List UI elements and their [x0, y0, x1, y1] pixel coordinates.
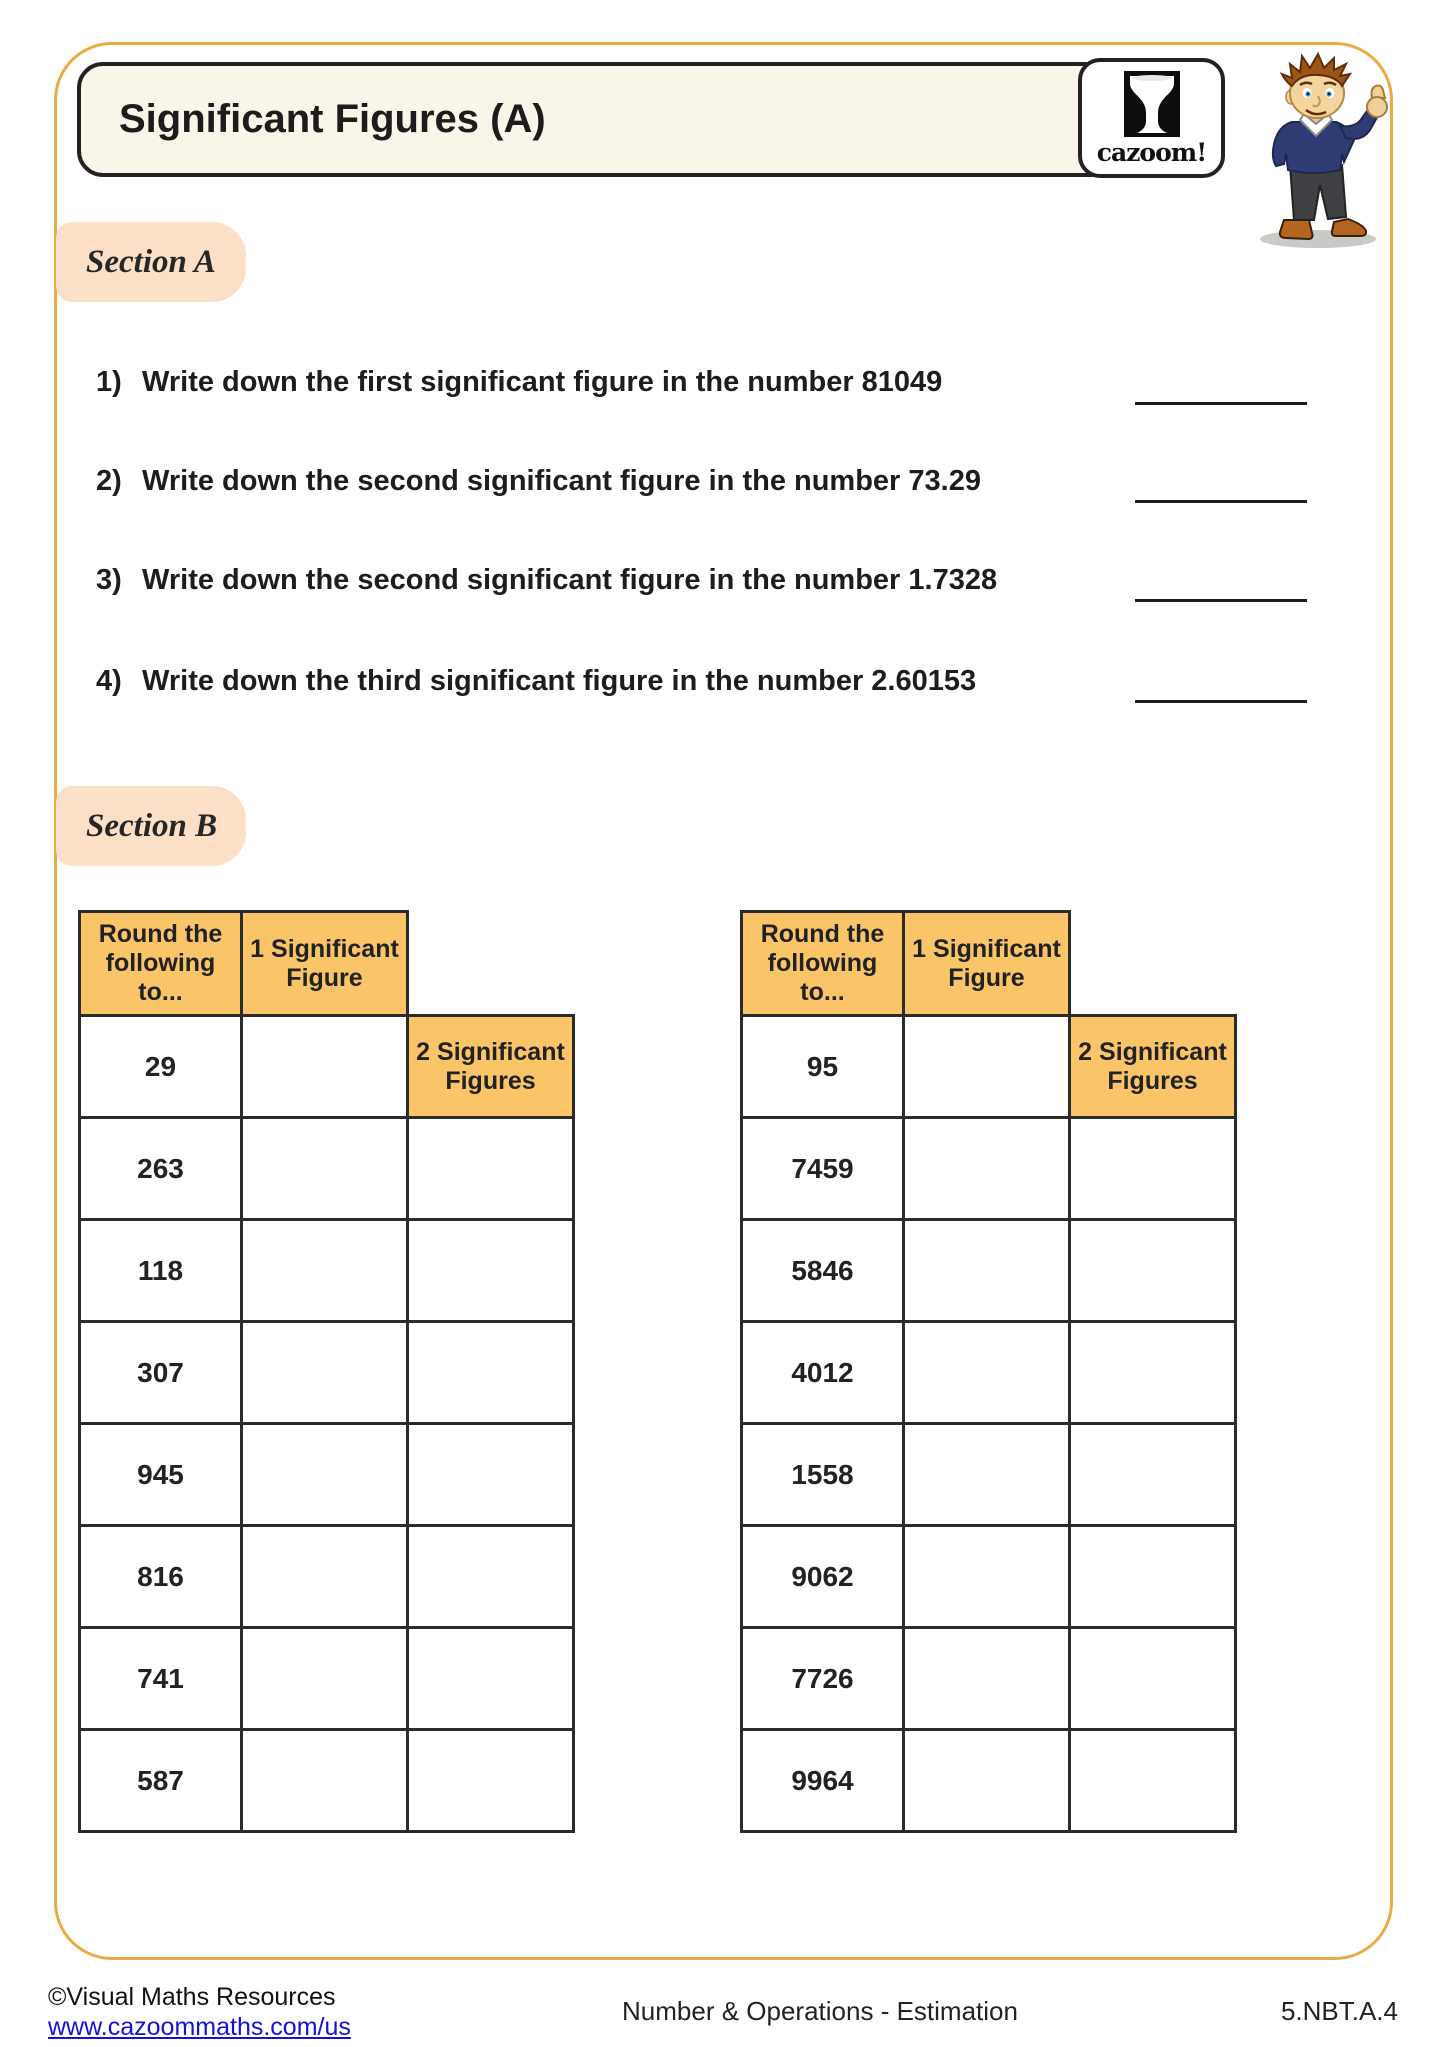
one-sig-fig-header: 1 Significant Figure: [240, 910, 409, 1017]
one-sf-answer-cell: [240, 1014, 409, 1119]
number-cell: 9964: [740, 1728, 905, 1833]
one-sf-answer-cell: [902, 1116, 1071, 1221]
question-4: [96, 661, 1106, 701]
page-title: Significant Figures (A): [119, 97, 546, 141]
answer-line-2: [1135, 500, 1307, 503]
two-sf-answer-cell: [406, 1728, 575, 1833]
one-sf-answer-cell: [240, 1320, 409, 1425]
two-sf-answer-cell: [406, 1116, 575, 1221]
question-3: [96, 560, 1106, 600]
one-sf-answer-cell: [240, 1422, 409, 1527]
two-sf-answer-cell: [1068, 1218, 1237, 1323]
two-sf-answer-cell: [406, 1218, 575, 1323]
question-2-number: 2): [96, 465, 122, 497]
one-sf-answer-cell: [240, 1626, 409, 1731]
number-cell: 4012: [740, 1320, 905, 1425]
number-cell: 587: [78, 1728, 243, 1833]
footer-category: Number & Operations - Estimation: [622, 1996, 1018, 2026]
answer-line-4: [1135, 700, 1307, 703]
number-cell: 29: [78, 1014, 243, 1119]
number-cell: 118: [78, 1218, 243, 1323]
one-sf-answer-cell: [902, 1218, 1071, 1323]
mascot-boy-illustration: [1240, 50, 1400, 252]
one-sf-answer-cell: [902, 1626, 1071, 1731]
question-2-text: Write down the second significant figure in the number 73.29: [142, 465, 981, 497]
number-cell: 945: [78, 1422, 243, 1527]
section-b-label-text: Section B: [86, 807, 218, 844]
header-spacer: [1068, 910, 1237, 1017]
one-sf-answer-cell: [902, 1014, 1071, 1119]
goblet-drum-icon: [1124, 71, 1180, 137]
number-cell: 307: [78, 1320, 243, 1425]
worksheet-title-box: [77, 62, 1223, 177]
table-right: [740, 910, 1237, 1833]
number-cell: 816: [78, 1524, 243, 1629]
question-2: [96, 461, 1106, 501]
footer-link[interactable]: www.cazoommaths.com/us: [48, 2013, 351, 2041]
two-sf-answer-cell: [1068, 1422, 1237, 1527]
footer-attribution: [48, 1982, 351, 2042]
two-sig-figs-header: 2 Significant Figures: [1068, 1014, 1237, 1119]
one-sf-answer-cell: [902, 1524, 1071, 1629]
two-sf-answer-cell: [1068, 1626, 1237, 1731]
footer-standard: 5.NBT.A.4: [1280, 1996, 1398, 2026]
one-sf-answer-cell: [240, 1524, 409, 1629]
footer-copyright: ©Visual Maths Resources: [48, 1983, 336, 2011]
one-sf-answer-cell: [902, 1728, 1071, 1833]
two-sf-answer-cell: [406, 1524, 575, 1629]
two-sf-answer-cell: [406, 1626, 575, 1731]
two-sig-figs-header: 2 Significant Figures: [406, 1014, 575, 1119]
question-4-text: Write down the third significant figure in the number 2.60153: [142, 665, 977, 697]
question-4-number: 4): [96, 665, 122, 697]
cazoom-logo-text: cazoom!: [1096, 138, 1207, 167]
two-sf-answer-cell: [406, 1320, 575, 1425]
one-sig-fig-header: 1 Significant Figure: [902, 910, 1071, 1017]
question-3-number: 3): [96, 564, 122, 596]
round-following-header: Round the following to...: [78, 910, 243, 1017]
cazoom-logo: [1078, 58, 1225, 178]
section-a-label-text: Section A: [86, 243, 216, 280]
number-cell: 9062: [740, 1524, 905, 1629]
round-following-header: Round the following to...: [740, 910, 905, 1017]
one-sf-answer-cell: [240, 1728, 409, 1833]
question-3-text: Write down the second significant figure in the number 1.7328: [142, 564, 998, 596]
two-sf-answer-cell: [1068, 1728, 1237, 1833]
section-b-label: [56, 786, 246, 866]
answer-line-1: [1135, 402, 1307, 405]
number-cell: 263: [78, 1116, 243, 1221]
number-cell: 741: [78, 1626, 243, 1731]
number-cell: 5846: [740, 1218, 905, 1323]
answer-line-3: [1135, 599, 1307, 602]
two-sf-answer-cell: [1068, 1524, 1237, 1629]
one-sf-answer-cell: [240, 1218, 409, 1323]
table-left: [78, 910, 575, 1833]
two-sf-answer-cell: [1068, 1116, 1237, 1221]
one-sf-answer-cell: [902, 1422, 1071, 1527]
question-1-text: Write down the first significant figure in the number 81049: [142, 366, 943, 398]
two-sf-answer-cell: [406, 1422, 575, 1527]
one-sf-answer-cell: [902, 1320, 1071, 1425]
number-cell: 7459: [740, 1116, 905, 1221]
section-a-label: [56, 222, 246, 302]
header-spacer: [406, 910, 575, 1017]
question-1: [96, 362, 1106, 402]
one-sf-answer-cell: [240, 1116, 409, 1221]
number-cell: 1558: [740, 1422, 905, 1527]
number-cell: 7726: [740, 1626, 905, 1731]
question-1-number: 1): [96, 366, 122, 398]
two-sf-answer-cell: [1068, 1320, 1237, 1425]
number-cell: 95: [740, 1014, 905, 1119]
